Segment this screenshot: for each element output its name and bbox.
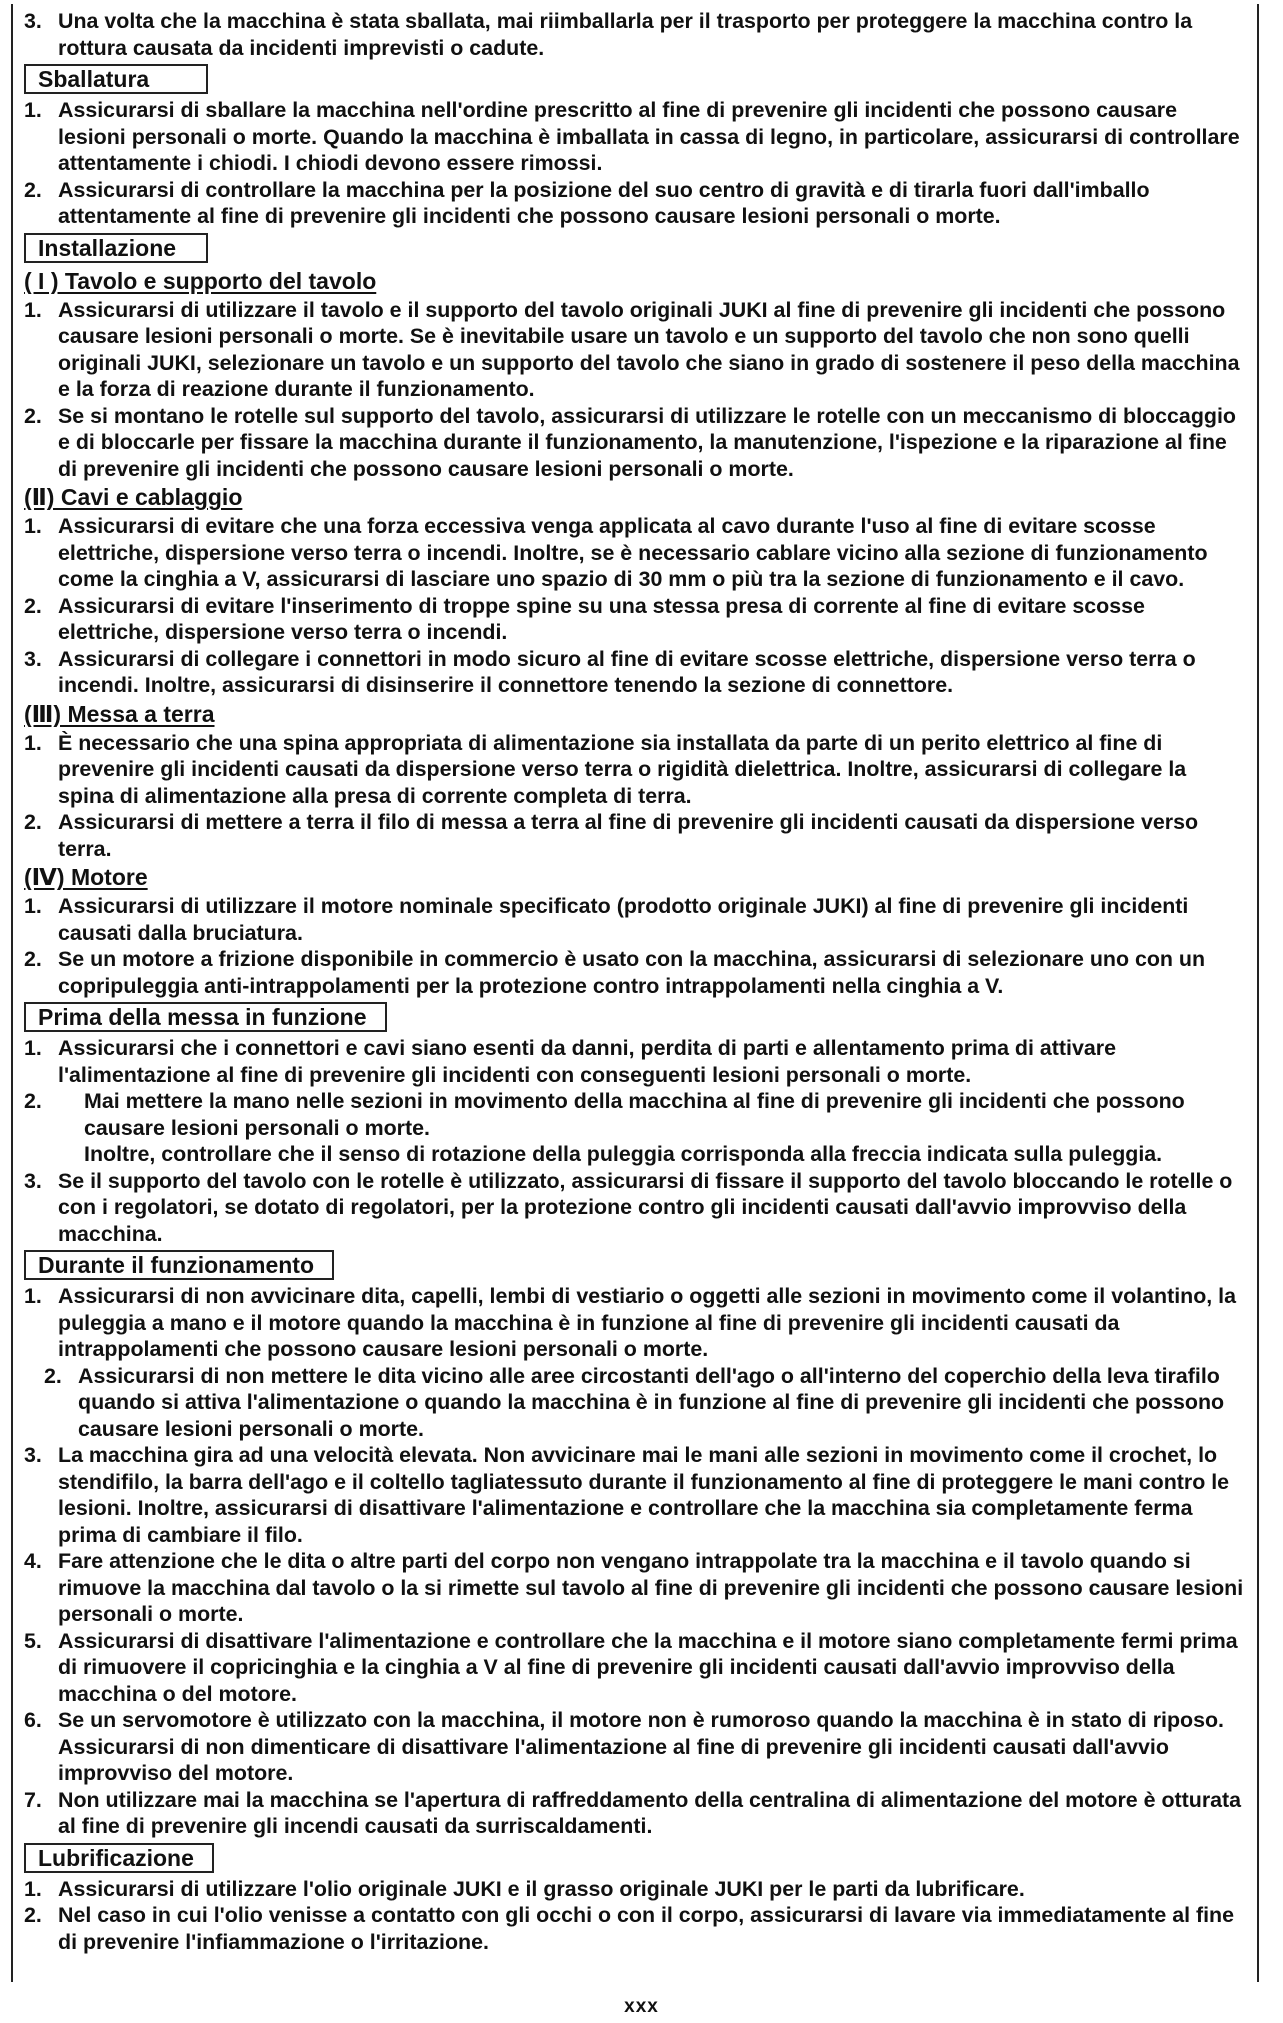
item-text: Non utilizzare mai la macchina se l'apertura di raffreddamento della centralina di alimentazione del motore è otturata al fine di prevenire gli incendi causati da surriscaldamenti.: [58, 1787, 1242, 1838]
list-item: [24, 946, 1244, 999]
list-item: [24, 593, 1244, 646]
item-text: Assicurarsi di controllare la macchina per la posizione del suo centro di gravità e di tirarla fuori dall'imballo attentamente al fine di prevenire gli incidenti che possono causare lesioni personali o morte.: [58, 177, 1150, 228]
item-text: Assicurarsi di utilizzare il tavolo e il supporto del tavolo originali JUKI al fine di prevenire gli incidenti che possono causare lesioni personali o morte. Se è inevitabile usare un tavolo e un supporto del tavolo che non sono quelli originali JUKI, selezionare un tavolo e un supporto del tavolo che siano in grado di sostenere il peso della macchina e la forza di reazione durante il funzionamento.: [58, 297, 1240, 401]
item-text: [84, 1088, 1244, 1168]
item-number: 1.: [24, 1876, 42, 1901]
item-text: Assicurarsi di non avvicinare dita, capelli, lembi di vestiario o oggetti alle sezioni in movimento come il volantino, la puleggia a mano e il motore quando la macchina è in funzione al fine di prevenire gli incidenti causati da intrappolamenti che possono causare lesioni personali o morte.: [58, 1284, 1236, 1361]
item-text: Assicurarsi di mettere a terra il filo di messa a terra al fine di prevenire gli incidenti causati da dispersione verso terra.: [58, 810, 1199, 861]
item-text: Assicurarsi di utilizzare il motore nominale specificato (prodotto originale JUKI) al fine di prevenire gli incidenti causati dalla bruciatura.: [58, 894, 1189, 945]
item-number: 1.: [24, 1036, 42, 1060]
list-item: [24, 1707, 1244, 1787]
item-text: È necessario che una spina appropriata di alimentazione sia installata da parte di un perito elettrico al fine di prevenire gli incidenti causati da dispersione verso terra o rigidità dielettrica. Inoltre, assicurarsi di collegare la spina di alimentazione alla presa di corrente completa di terra.: [58, 730, 1187, 808]
section-title-lubrificazione: Lubrificazione: [24, 1843, 214, 1873]
list-item: [24, 646, 1244, 699]
safety-instructions: [24, 8, 1244, 1955]
item-text: Assicurarsi di collegare i connettori in modo sicuro al fine di evitare scosse elettriche, dispersione verso terra o incendi. Inoltre, assicurarsi di disinserire il connettore tenendo la sezione di connettore.: [58, 646, 1196, 697]
list-item: [24, 1628, 1244, 1708]
item-text: Fare attenzione che le dita o altre parti del corpo non vengano intrappolate tra la macchina e il tavolo quando si rimuove la macchina dal tavolo o la si rimette sul tavolo al fine di prevenire gli incidenti che possono causare lesioni personali o morte.: [58, 1549, 1244, 1626]
list-item: [24, 1363, 1244, 1443]
item-number: 3.: [24, 1168, 42, 1193]
item-text-extra: Inoltre, controllare che il senso di rotazione della puleggia corrisponda alla freccia indicata sulla puleggia.: [84, 1142, 1163, 1166]
list-item: [24, 403, 1244, 483]
item-number: 2.: [24, 947, 42, 971]
list-item: [24, 8, 1244, 61]
list-item: [24, 1283, 1244, 1363]
item-number: 4.: [24, 1549, 42, 1573]
item-text: Nel caso in cui l'olio venisse a contatto con gli occhi o con il corpo, assicurarsi di lavare via immediatamente al fine di prevenire l'infiammazione o l'irritazione.: [58, 1903, 1235, 1954]
subsection-title-messa-a-terra: (Ⅲ) Messa a terra: [24, 700, 215, 727]
section-title-installazione: Installazione: [24, 233, 208, 263]
item-text: Assicurarsi di sballare la macchina nell'ordine prescritto al fine di prevenire gli incidenti che possono causare lesioni personali o morte. Quando la macchina è imballata in cassa di legno, in particolare, assicurarsi di controllare attentamente i chiodi. I chiodi devono essere rimossi.: [58, 98, 1240, 175]
item-number: 3.: [24, 9, 42, 33]
item-text: La macchina gira ad una velocità elevata. Non avvicinare mai le mani alle sezioni in movimento come il crochet, lo stendifilo, la barra dell'ago e il coltello tagliatessuto durante il funzionamento al fine di proteggere le mani contro le lesioni. Inoltre, assicurarsi di disattivare l'alimentazione e controllare che la macchina sia completamente ferma prima di cambiare il filo.: [58, 1443, 1230, 1547]
section-title-prima-della-messa-in-funzione: Prima della messa in funzione: [24, 1002, 387, 1032]
item-number: 2.: [24, 177, 42, 202]
list-item: [24, 1902, 1244, 1955]
item-text: Assicurarsi di evitare l'inserimento di troppe spine su una stessa presa di corrente al fine di evitare scosse elettriche, dispersione verso terra o incendi.: [58, 593, 1145, 644]
list-item: [24, 97, 1244, 177]
item-number: 2.: [24, 403, 42, 428]
list-item: [24, 893, 1244, 946]
item-number: 1.: [24, 730, 42, 755]
item-text: Assicurarsi di non mettere le dita vicino alle aree circostanti dell'ago o all'interno del coperchio della leva tirafilo quando si attiva l'alimentazione o quando la macchina è in funzione al fine di prevenire gli incidenti che possono causare lesioni personali o morte.: [78, 1363, 1225, 1441]
section-title-sballatura: Sballatura: [24, 64, 208, 94]
item-text: Una volta che la macchina è stata sballata, mai riimballarla per il trasporto per proteggere la macchina contro la rottura causata da incidenti imprevisti o cadute.: [58, 9, 1193, 60]
list-item: [24, 1548, 1244, 1628]
page-number: xxx: [624, 1996, 659, 2017]
item-number: 1.: [24, 514, 42, 538]
item-text-main: Mai mettere la mano nelle sezioni in movimento della macchina al fine di prevenire gli incidenti che possono causare lesioni personali o morte.: [84, 1089, 1185, 1140]
item-number: 6.: [24, 1708, 42, 1732]
list-item: [24, 1168, 1244, 1248]
list-item: [24, 809, 1244, 862]
item-text: Assicurarsi di utilizzare l'olio originale JUKI e il grasso originale JUKI per le parti da lubrificare.: [58, 1876, 1025, 1901]
list-item: [24, 177, 1244, 230]
list-item: [24, 1787, 1244, 1840]
list-item: [24, 730, 1244, 810]
item-number: 2.: [24, 810, 42, 834]
subsection-title-cavi: (Ⅱ) Cavi e cablaggio: [24, 484, 243, 510]
item-text: Se il supporto del tavolo con le rotelle è utilizzato, assicurarsi di fissare il supporto del tavolo bloccando le rotelle o con i regolatori, se dotato di regolatori, per la protezione contro gli incidenti causati dall'avvio improvviso della macchina.: [58, 1168, 1233, 1246]
item-text: Assicurarsi di disattivare l'alimentazione e controllare che la macchina e il motore siano completamente fermi prima di rimuovere il copricinghia e la cinghia a V al fine di prevenire gli incidenti causati dall'avvio improvviso della macchina o del motore.: [58, 1628, 1238, 1706]
item-text: Se un motore a frizione disponibile in commercio è usato con la macchina, assicurarsi di selezionare uno con un copripuleggia anti-intrappolamenti per la protezione contro intrappolamenti nella cinghia a V.: [58, 947, 1206, 998]
section-title-durante-il-funzionamento: Durante il funzionamento: [24, 1250, 334, 1280]
item-number: 2.: [24, 1089, 42, 1113]
item-number: 3.: [24, 646, 42, 671]
subsection-title-motore: (Ⅳ) Motore: [24, 864, 148, 890]
item-number: 3.: [24, 1443, 42, 1467]
list-item: [24, 297, 1244, 403]
item-number: 1.: [24, 1284, 42, 1308]
item-text: Assicurarsi che i connettori e cavi siano esenti da danni, perdita di parti e allentamento prima di attivare l'alimentazione al fine di prevenire gli incidenti con conseguenti lesioni personali o morte.: [58, 1036, 1116, 1087]
item-number: 7.: [24, 1787, 42, 1812]
item-text: Assicurarsi di evitare che una forza eccessiva venga applicata al cavo durante l'uso al fine di evitare scosse elettriche, dispersione verso terra o incendi. Inoltre, se è necessario cablare vicino alla sezione di funzionamento come la cinghia a V, assicurarsi di lasciare uno spazio di 30 mm o più tra la sezione di funzionamento e il cavo.: [58, 514, 1208, 591]
item-number: 1.: [24, 894, 42, 918]
list-item: [24, 1442, 1244, 1548]
item-number: 2.: [24, 1903, 42, 1927]
item-number: 1.: [24, 98, 42, 122]
item-number: 2.: [44, 1363, 62, 1388]
list-item: [24, 1088, 1244, 1168]
list-item: [24, 1035, 1244, 1088]
item-number: 5.: [24, 1628, 42, 1653]
item-number: 1.: [24, 297, 42, 322]
item-number: 2.: [24, 593, 42, 618]
item-text: Se si montano le rotelle sul supporto del tavolo, assicurarsi di utilizzare le rotelle con un meccanismo di bloccaggio e di bloccarle per fissare la macchina durante il funzionamento, la manutenzione, l'ispezione e la riparazione al fine di prevenire gli incidenti che possono causare lesioni personali o morte.: [58, 403, 1236, 481]
subsection-title-tavolo: ( I ) Tavolo e supporto del tavolo: [24, 267, 377, 294]
list-item: [24, 513, 1244, 593]
list-item: [24, 1876, 1244, 1903]
item-text: Se un servomotore è utilizzato con la macchina, il motore non è rumoroso quando la macchina è in stato di riposo. Assicurarsi di non dimenticare di disattivare l'alimentazione al fine di prevenire gli incidenti causati dall'avvio improvviso del motore.: [58, 1708, 1224, 1785]
